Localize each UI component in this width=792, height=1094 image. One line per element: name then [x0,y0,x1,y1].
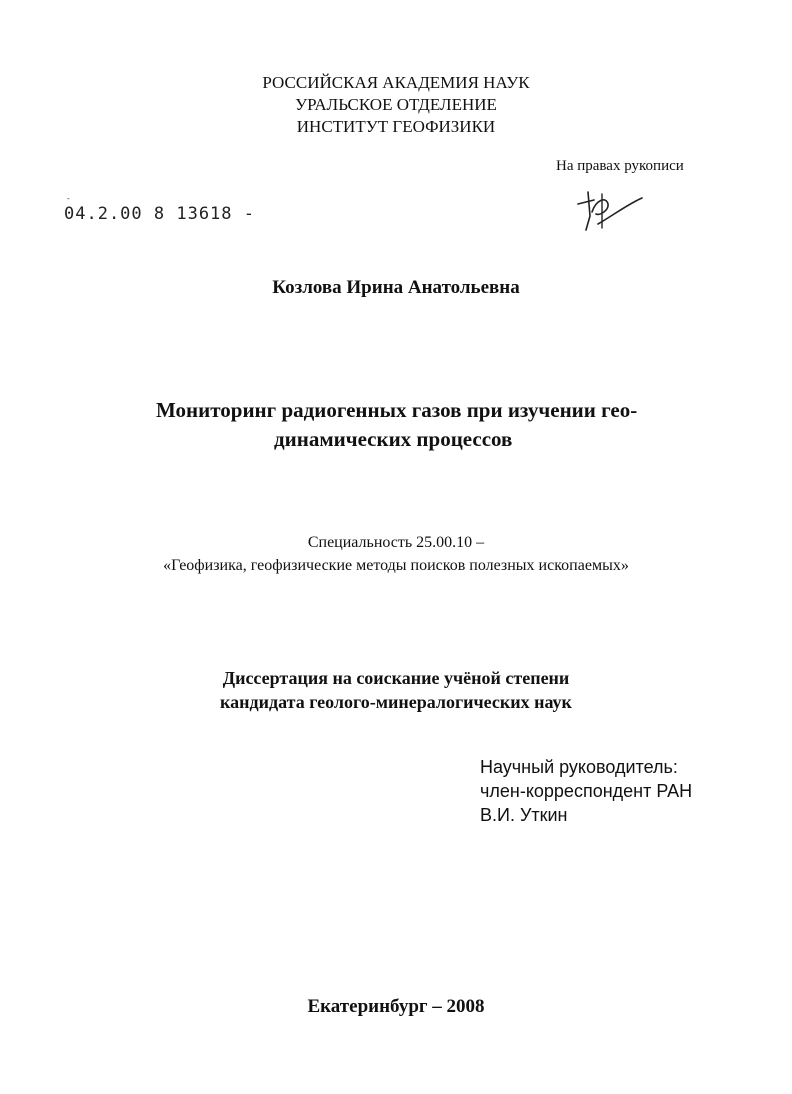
inventory-number: 04.2.00 8 13618 - [64,204,255,224]
specialty-block [0,531,792,577]
author-name: Козлова Ирина Анатольевна [272,277,520,298]
advisor-name: В.И. Уткин [480,805,568,825]
dissertation-title-line1: Мониторинг радиогенных газов при изучении гео- [156,398,638,422]
org-line-academy: РОССИЙСКАЯ АКАДЕМИЯ НАУК [262,73,530,92]
org-line-institute: ИНСТИТУТ ГЕОФИЗИКИ [296,117,496,136]
specialty-code: Специальность 25.00.10 – [307,534,485,551]
degree-block [0,666,792,714]
org-line-branch: УРАЛЬСКОЕ ОТДЕЛЕНИЕ [295,95,497,114]
organization-header [0,72,792,138]
advisor-rank: член-корреспондент РАН [480,781,693,801]
city-year: Екатеринбург – 2008 [307,996,485,1017]
signature-icon [572,186,652,242]
degree-line1: Диссертация на соискание учёной степени [222,668,570,688]
dissertation-title-line2: динамических процессов [274,427,513,451]
inventory-tick: - [66,194,71,203]
advisor-block [480,755,692,827]
degree-line2: кандидата геолого-минералогических наук [220,692,572,712]
advisor-role: Научный руководитель: [480,757,678,777]
specialty-name: «Геофизика, геофизические методы поисков полезных ископаемых» [163,557,629,574]
rights-note: На правах рукописи [556,158,684,174]
